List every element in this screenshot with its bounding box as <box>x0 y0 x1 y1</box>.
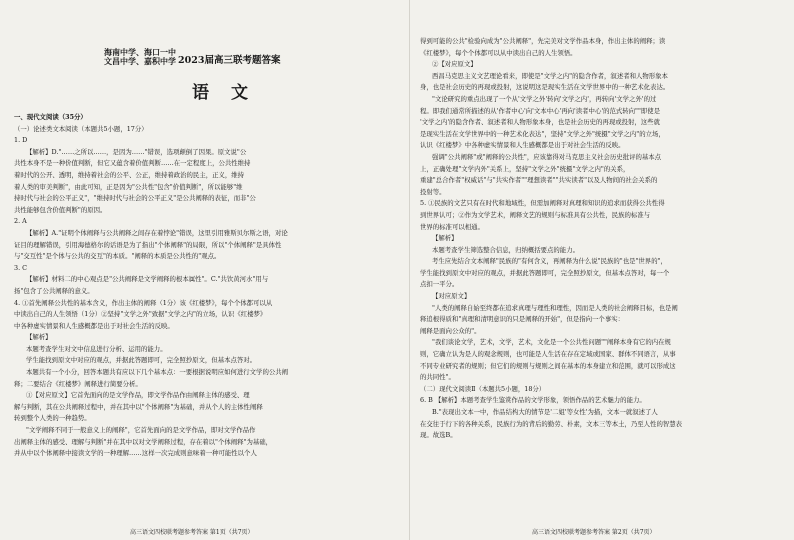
text-line: 【解析】D."……之所以……，是因为……"错误，选项颠倒了因果。原文说"公 <box>26 147 247 156</box>
text-line: 西昌马克思主义文艺理论看来，即使是"文学之内"的隐含作者，叙述者和人物形象本 <box>432 71 668 80</box>
text-line: "文学阐释不同于一般意义上的阐释"，它首先面向的是文学作品，即对文学作品作 <box>26 426 256 435</box>
text-line: ①【对应原文】它首先面向的是文学作品，即文学作品作由阐释主体的感受、理 <box>26 391 250 400</box>
text-line: 得到可能的公共"检验向成为"公共阐释"，先完美对文学作品本身，作出主体的阐释；读 <box>420 37 666 45</box>
text-line: 释追根得质和"真理和清明意识的只是阐释的开始"，但是指向一个事实： <box>420 315 624 324</box>
text-line: 《红楼梦》，每个个体都可以从中读出自己的人生领悟。 <box>420 48 577 57</box>
school-names-line-2: 文昌中学、嘉积中学 <box>104 56 176 66</box>
text-line: 转到整个人类的一种趋势。 <box>14 414 91 423</box>
text-line: 世界的标准可以相通。 <box>420 222 484 231</box>
text-line: 解与判断，其在公共阐释过程中，并在其中以"个体阐释"为基础，并从个人的主体性阐释 <box>14 402 263 411</box>
text-line: 共性能够包含价值判断"的原因。 <box>14 205 107 214</box>
page-divider <box>409 0 410 540</box>
text-line: 3. C <box>14 263 28 272</box>
text-line: 【对应原文】 <box>432 292 471 301</box>
text-line: 【解析】 <box>26 333 52 342</box>
text-line: 1. D <box>14 136 28 145</box>
text-line: 【解析】A."证明个体阐释与公共阐释之间存在着悖论"错误，这里引用雅斯贝尔斯之语，对论 <box>26 228 288 237</box>
text-line: 学生能找到原文中对应的观点，并据此答题即可，完全照抄原文，但基本点答对，每一个 <box>420 268 670 277</box>
text-line: 到世界认可；②作为文学艺术，阐释文艺的规则与标准具有公共性，民族的标准与 <box>420 210 651 219</box>
text-line: 4. ①首先阐释公共性的基本含义，作出主体的阐释（1分）该《红楼梦》，每个个体都可以从 <box>14 298 273 307</box>
text-line: 着人类的审美判断"，由此可知，正是因为"公共性"包含"价值判断"，所以能够"维 <box>14 182 243 191</box>
text-line: 不同专业研究者的规则；但它们的规则与规则之间在基本的本身建立和范围，就可以形成这 <box>420 361 676 370</box>
text-line: 程。即我们通常所描述的从'作者中心'向'文本中心'再向'读者中心'的范式转向""即使是 <box>420 106 661 115</box>
text-line: 现。故选B。 <box>420 431 457 440</box>
document-header <box>14 0 402 103</box>
text-line: 认识《红楼梦》中各种虚实情景和人生感概都是出于对社会生活的反映。 <box>420 141 625 150</box>
text-line: 在交往于行下的各种关系，民族行为的背后的勤劳、朴素，文本三等本土，乃至人性的智慧表 <box>420 419 683 428</box>
page-1-footer: 高三语文四校联考题参考答案 第1页（共7页） <box>130 529 254 536</box>
text-line: "人类的阐释自始至终都在追求真理与理性和理性，因而是人类的社会阐释目标，也是阐 <box>432 303 678 312</box>
text-line: '文学之内'的隐含作者、叙述者和人物形象本身，也是社会历史的再现或投射，这些就 <box>420 118 660 127</box>
text-line: 一、现代文阅读（35分） <box>14 113 87 121</box>
text-line: 重建"总合作者"权威话"与"共实作者""理想读者""共实读者"以及人物间的社会关系的 <box>420 176 658 185</box>
text-line: 本题共有一个小分，回答本题共有应以下几个基本点：一要根据说明应如何进行文学的公共阐 <box>26 368 289 377</box>
text-line: "文论研究的重点出现了一个从'文学之外'转向'文学之内'，再转向'文学之外'的过 <box>432 94 657 103</box>
text-line: B."表现出文本一中，作品结构大的情节是'二姐'等女性'为描，文本一就叙述了人 <box>432 408 658 416</box>
page-2-body <box>420 36 784 442</box>
page-1-body <box>14 112 402 460</box>
text-line: 投射等。 <box>420 187 446 196</box>
text-line: 持时代与社会的公平正义"，"维持时代与社会的公平正义"是公共阐释的表征，而非"公 <box>14 194 256 203</box>
text-line: 共性本身不是一种价值判断，但它又蕴含着价值判断……在一定程度上，公共性维持 <box>14 159 251 168</box>
text-line: 的共同性"。 <box>420 373 455 382</box>
text-line: 与"交互性"是个体与公共的交互"的本质。"阐释的本质是公共性的"观点。 <box>14 252 221 261</box>
text-line: 学生能找到原文中对应的观点，并据此答题即可，完全照抄原文，但基本点答对。 <box>26 356 257 365</box>
text-line: 上，正确处理"文学内外"关系上，坚持"文学之外"统摄"文学之内"的关系， <box>420 164 630 173</box>
document-title: 2023届高三联考题答案 <box>178 55 281 66</box>
text-line: 着时代的公开、透明，维持着社会的公平、公正，维持着政治的民主，正义，维持 <box>14 170 245 179</box>
text-line: 扬"包含了公共阐释的意义。 <box>14 286 94 295</box>
text-line: 【解析】材料二的中心观点是"公共阐释是文学阐释的根本属性"。C."共饮黄河水"用与 <box>26 275 269 284</box>
page-2-footer: 高三语文四校联考题参考答案 第2页（共7页） <box>532 529 656 536</box>
text-line: 中各种虚实情景和人生感概都是出于对社会生活的反映。 <box>14 321 174 330</box>
text-line: 本题考查学生筛选整合信息，归纳概括要点的能力。 <box>432 245 579 254</box>
text-line: 释；二要结合《红楼梦》阐释进行简要分析。 <box>14 379 142 388</box>
text-line: 阐释是面向公众的"。 <box>420 326 481 335</box>
subject-title: 语文 <box>192 83 270 103</box>
text-line: 是现实生活在文学世界中的一种艺术化表达"，坚持"文学之外"统摄"文学之内"的立场， <box>420 129 665 138</box>
text-line: （一）论述类文本阅读（本题共5小题，17分） <box>14 124 148 133</box>
text-line: "我们谈论文学，艺术，文学，艺术，文化是一个公共性问题""阐释本身有它的内在规 <box>432 338 671 347</box>
school-names <box>104 48 176 66</box>
text-line: 5. ①民族的文艺只有在时代和地域性，但需加阐释对真理和知识的追求而获得公共性得 <box>420 199 665 208</box>
text-line: 【解析】 <box>432 234 458 243</box>
school-names-line-1: 海南中学、海口一中 <box>104 47 176 57</box>
text-line: 中读出自己的人生领悟（1分）②坚持"文学之外"致据"文学之内"的立场，认识《红楼梦》 <box>14 310 267 319</box>
text-line: 证目的理解错误，引用海德格尔的话语是为了指出"个体阐释"的局限，所以"个体阐释"是具体性 <box>14 240 282 249</box>
text-line: 6. B 【解析】本题考查学生鉴赏作品的文学形象，领悟作品的艺术魅力的能力。 <box>420 396 646 405</box>
text-line: ②【对应原文】 <box>432 60 477 69</box>
text-line: 则，它确立认为是人的观念规则，也可能是人生活在存在定域或国家、群体不同语言，从事 <box>420 350 676 359</box>
page-2 <box>412 0 794 540</box>
text-line: 考生应先结合文本阐释"民族的"有何含义，再阐释为什么说"民族的"也是"世界的"， <box>432 257 667 266</box>
text-line: 并从中以个体阐释中接读文学的一种理解……这样一次完成则意味着一种可能性以个人 <box>14 449 257 458</box>
text-line: 强调"公共阐释"或"阐释的公共性"，应该靠得对马克思主义社会历史批评的基本点 <box>432 152 662 161</box>
text-line: 2. A <box>14 217 27 226</box>
text-line: 点扣一平分。 <box>420 280 459 289</box>
text-line: （二）现代文阅读Ⅱ（本题共5小题，18分） <box>420 384 546 393</box>
text-line: 本题考查学生对文中信息进行分析、运用的能力。 <box>26 344 167 353</box>
text-line: 出阐释主体的感受、理解与判断"并在其中以对文学阐释过程，存在着以"个体阐释"为基础， <box>14 437 273 446</box>
text-line: 身，也是社会历史的再现或投射，这说明这是现实生活在文学世界中的一种艺术化表达。 <box>420 83 670 92</box>
